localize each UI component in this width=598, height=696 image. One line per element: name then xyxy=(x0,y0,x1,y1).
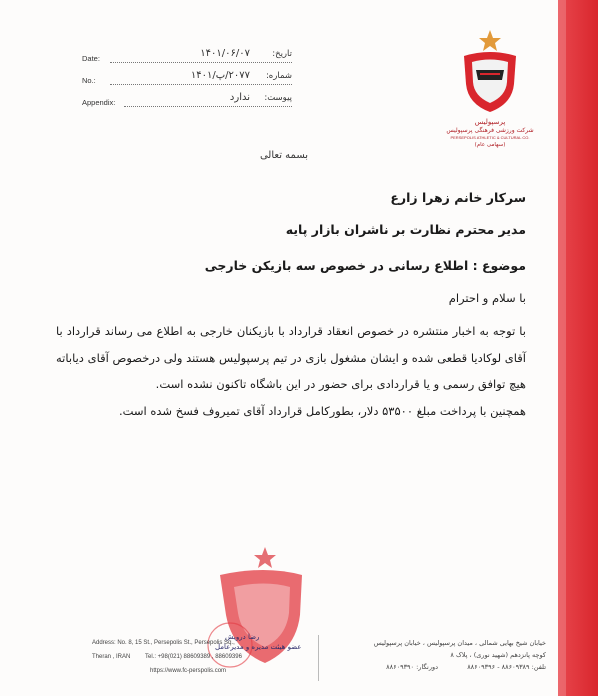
date-label-en: Date: xyxy=(82,54,100,63)
persepolis-logo xyxy=(440,26,540,154)
no-value: ۲۰۷۷/پ/۱۴۰۱ xyxy=(190,70,250,81)
logo-subtitle-2: شرکت ورزشی فرهنگی پرسپولیس xyxy=(446,127,534,134)
subject-line: موضوع : اطلاع رسانی در خصوص سه بازیکن خارجی xyxy=(204,258,526,273)
no-label-en: No.: xyxy=(82,76,96,85)
logo-subtitle-1: پرسپولیس xyxy=(474,118,506,126)
letter-body xyxy=(56,318,526,424)
basmala: بسمه تعالی xyxy=(259,150,309,161)
logo-subtitle-4: (سهامی عام) xyxy=(474,142,506,148)
footer-tel-en: Tel.: +98(021) 88609389 , 88609396 xyxy=(145,654,242,660)
appendix-value: ندارد xyxy=(229,92,250,103)
footer-address-fa-1: خیابان شیخ بهایی شمالی ، میدان پرسپولیس ، خیابان پرسپولیس xyxy=(373,639,546,647)
letter-meta xyxy=(82,48,292,114)
logo-subtitle-3: PERSEPOLIS ATHLETIC & CULTURAL CO. xyxy=(450,135,530,140)
addressee: سرکار خانم زهرا زارع xyxy=(390,190,526,205)
footer-tel-fa: تلفن: ۸۸۶۰۹۳۸۹ - ۸۸۶۰۹۳۹۶ xyxy=(467,663,546,671)
signer-name: رضا درویش xyxy=(225,633,260,641)
footer-city-en: Theran , IRAN xyxy=(92,654,131,660)
number-row xyxy=(82,70,292,92)
date-label-fa: تاریخ: xyxy=(272,49,292,59)
signer-title: عضو هیئت مدیره و مدیرعامل xyxy=(215,643,302,651)
greeting: با سلام و احترام xyxy=(448,291,526,305)
date-value: ۱۴۰۱/۰۶/۰۷ xyxy=(200,48,250,59)
appendix-row xyxy=(82,92,292,114)
no-label-fa: شماره: xyxy=(265,71,292,81)
footer-fax-fa: دورنگار: ۸۸۶۰۹۳۹۰ xyxy=(386,663,438,671)
footer-website: https://www.fc-perspolis.com xyxy=(150,668,227,674)
paragraph-1: با توجه به اخبار منتشره در خصوص انعقاد قرارداد با بازیکنان خارجی به اطلاع می رساند قرارداد با آقای لوکادیا قطعی شده و ایشان مشغول بازی در تیم پرسپولیس هستند ولی درخصوص آقای دیاباته هیچ توافق رسمی و یا قراردادی برای حضور در این باشگاه تاکنون نشده است. xyxy=(56,324,526,391)
red-side-band xyxy=(558,0,598,696)
logo-emblem-icon xyxy=(440,26,540,118)
appendix-label-fa: پیوست: xyxy=(264,93,292,103)
letter-footer xyxy=(0,630,598,690)
addressee-title: مدیر محترم نظارت بر ناشران بازار پایه xyxy=(285,222,526,237)
footer-address-fa-2: کوچه پانزدهم (شهید نوری) ، پلاک ۸ xyxy=(450,651,546,659)
footer-address-en: Address: No. 8, 15 St., Persepolis St., Persepolis Sq., xyxy=(92,640,235,646)
appendix-label-en: Appendix: xyxy=(82,98,116,107)
date-row xyxy=(82,48,292,70)
paragraph-2: همچنین با پرداخت مبلغ ۵۳۵۰۰ دلار، بطورکامل قرارداد آقای تمیروف فسخ شده است. xyxy=(118,403,526,418)
